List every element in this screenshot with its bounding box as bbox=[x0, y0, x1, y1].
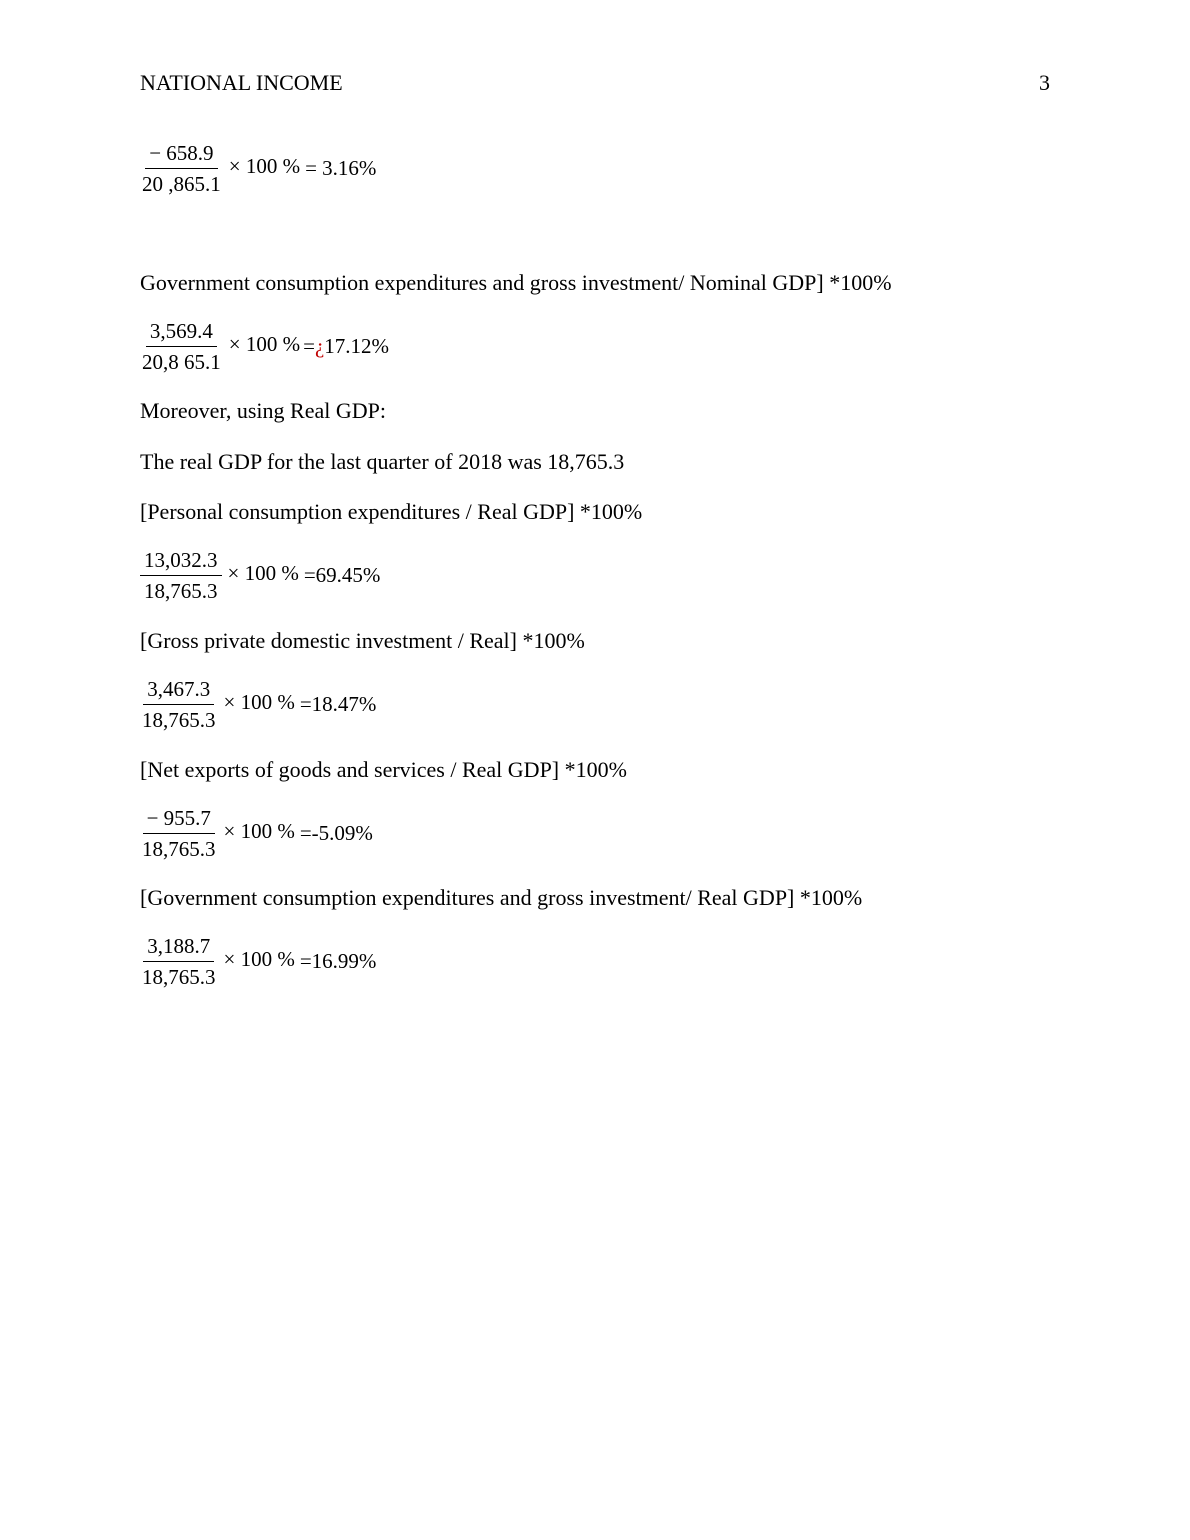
denominator: 20,8 65.1 bbox=[142, 350, 221, 374]
numerator: 13,032.3 bbox=[140, 547, 222, 576]
running-header: NATIONAL INCOME bbox=[140, 70, 343, 95]
fraction bbox=[140, 140, 223, 197]
numerator: − 658.9 bbox=[145, 140, 217, 169]
result: =16.99% bbox=[299, 949, 377, 973]
paragraph-real-gdp: The real GDP for the last quarter of 2018 was 18,765.3 bbox=[140, 449, 625, 474]
paragraph-moreover: Moreover, using Real GDP: bbox=[140, 398, 386, 423]
fraction bbox=[140, 933, 218, 990]
equation-net-exports-nominal bbox=[140, 140, 376, 197]
page-number: 3 bbox=[1039, 70, 1050, 95]
paragraph-nx-real: [Net exports of goods and services / Real GDP] *100% bbox=[140, 757, 627, 782]
equation-gpdi-real bbox=[140, 676, 376, 733]
numerator: 3,569.4 bbox=[146, 318, 217, 347]
result: 17.12% bbox=[324, 334, 390, 358]
paragraph-pce-real: [Personal consumption expenditures / Real GDP] *100% bbox=[140, 499, 643, 524]
result: =-5.09% bbox=[299, 821, 373, 845]
fraction bbox=[140, 676, 218, 733]
denominator: 18,765.3 bbox=[142, 965, 216, 989]
inverted-question-glyph: ¿ bbox=[314, 334, 325, 358]
denominator: 18,765.3 bbox=[142, 837, 216, 861]
denominator: 18,765.3 bbox=[144, 579, 218, 603]
multiplier: × 100 % bbox=[228, 154, 301, 178]
paragraph-gov-nominal: Government consumption expenditures and gross investment/ Nominal GDP] *100% bbox=[140, 270, 892, 295]
denominator: 18,765.3 bbox=[142, 708, 216, 732]
denominator: 20 ,865.1 bbox=[142, 172, 221, 196]
numerator: − 955.7 bbox=[143, 805, 215, 834]
result: = 3.16% bbox=[305, 156, 377, 180]
multiplier: × 100 % bbox=[227, 561, 299, 585]
paragraph-gov-real: [Government consumption expenditures and gross investment/ Real GDP] *100% bbox=[140, 885, 863, 910]
multiplier: × 100 % bbox=[223, 690, 295, 714]
equation-gov-nominal bbox=[140, 318, 389, 375]
fraction bbox=[140, 547, 222, 604]
multiplier: × 100 % bbox=[223, 819, 295, 843]
paragraph-gpdi-real: [Gross private domestic investment / Real] *100% bbox=[140, 628, 585, 653]
numerator: 3,467.3 bbox=[143, 676, 214, 705]
equation-nx-real bbox=[140, 805, 373, 862]
equation-pce-real bbox=[140, 547, 380, 604]
equals-sign: = bbox=[303, 334, 315, 358]
multiplier: × 100 % bbox=[223, 947, 295, 971]
fraction bbox=[140, 318, 223, 375]
numerator: 3,188.7 bbox=[143, 933, 214, 962]
equation-gov-real bbox=[140, 933, 376, 990]
result: =69.45% bbox=[303, 563, 381, 587]
result: =18.47% bbox=[299, 692, 377, 716]
multiplier: × 100 % bbox=[228, 332, 301, 356]
fraction bbox=[140, 805, 218, 862]
